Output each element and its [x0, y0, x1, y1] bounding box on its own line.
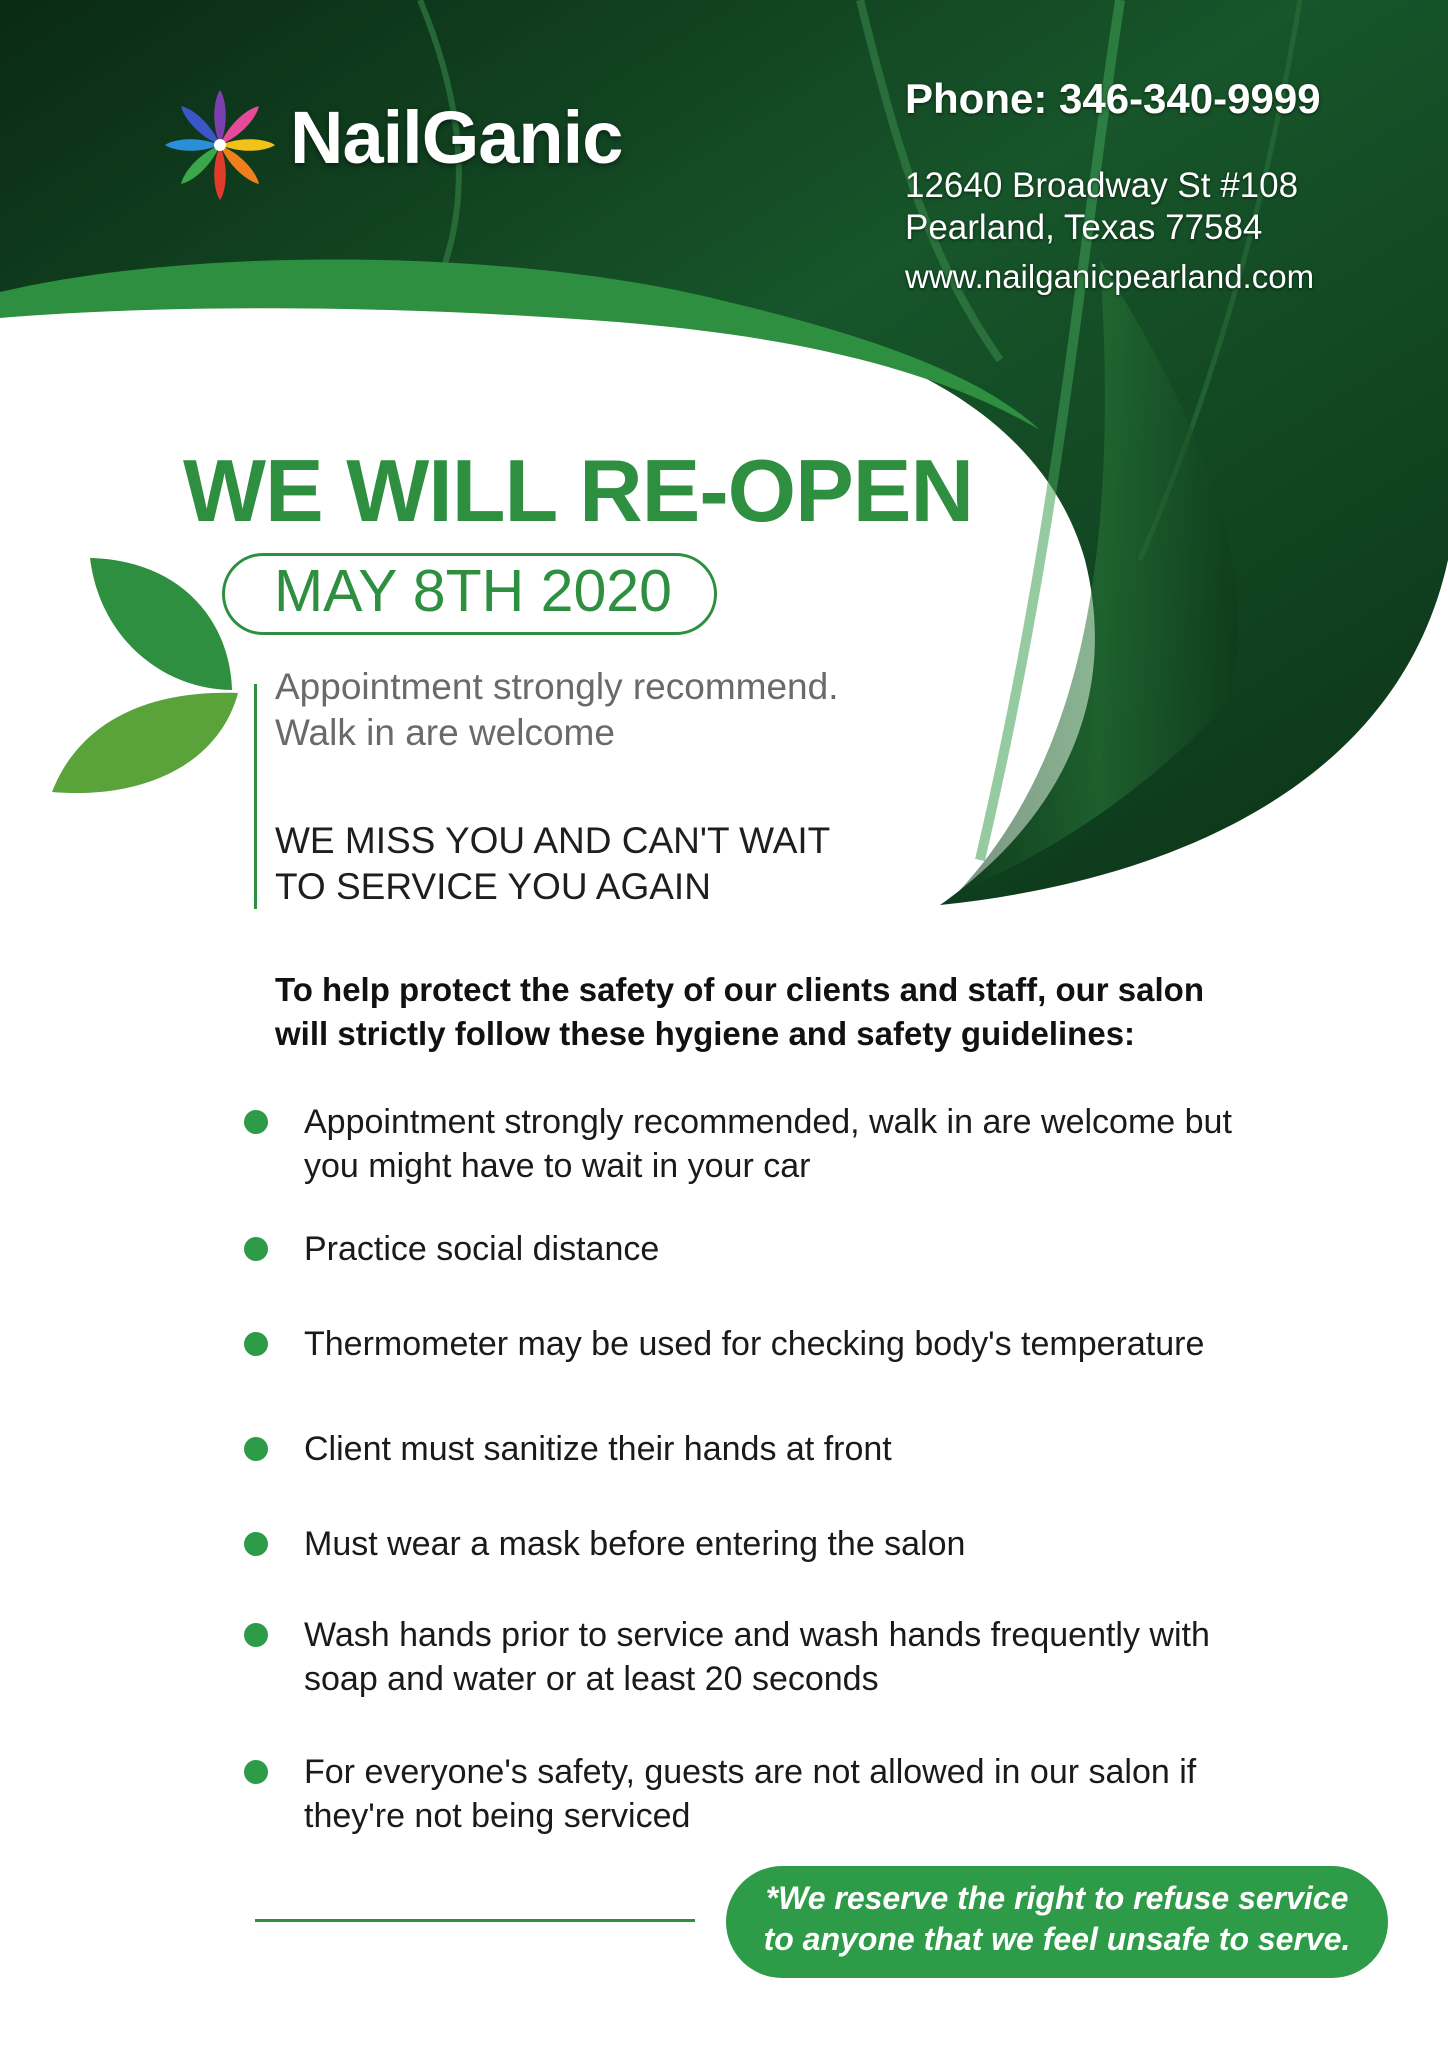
brand-name: NailGanic	[290, 96, 623, 179]
guidelines-intro	[275, 968, 1335, 1056]
guideline-line: Thermometer may be used for checking body's temperature	[304, 1325, 1205, 1363]
guideline-text	[304, 1613, 1334, 1701]
guideline-line: Must wear a mask before entering the salon	[304, 1525, 966, 1563]
footer-divider	[255, 1919, 695, 1922]
flower-logo-icon	[160, 85, 280, 205]
intro-line-1: To help protect the safety of our clients and staff, our salon	[275, 971, 1204, 1008]
miss-line-2: TO SERVICE YOU AGAIN	[275, 866, 711, 907]
guideline-line: For everyone's safety, guests are not allowed in our salon if	[304, 1753, 1197, 1791]
bullet-dot-icon	[244, 1437, 268, 1461]
appointment-note	[275, 664, 839, 756]
intro-line-2: will strictly follow these hygiene and safety guidelines:	[275, 1015, 1136, 1052]
phone-number[interactable]: Phone: 346-340-9999	[905, 75, 1321, 122]
miss-you-message	[275, 818, 830, 910]
guideline-text	[304, 1227, 1334, 1271]
miss-line-1: WE MISS YOU AND CAN'T WAIT	[275, 820, 831, 861]
bullet-dot-icon	[244, 1332, 268, 1356]
guideline-text	[304, 1427, 1334, 1471]
guideline-line: soap and water or at least 20 seconds	[304, 1660, 879, 1698]
disclaimer-text	[726, 1878, 1388, 1960]
guideline-text	[304, 1322, 1334, 1366]
divider-line	[254, 684, 257, 909]
bullet-dot-icon	[244, 1760, 268, 1784]
appointment-line-2: Walk in are welcome	[275, 712, 615, 753]
guideline-line: Wash hands prior to service and wash hands frequently with	[304, 1616, 1210, 1654]
disclaimer-line-2: to anyone that we feel unsafe to serve.	[763, 1921, 1351, 1957]
guideline-text	[304, 1100, 1334, 1188]
guideline-line: Practice social distance	[304, 1230, 660, 1268]
appointment-line-1: Appointment strongly recommend.	[275, 666, 839, 707]
decorative-leaf-lower	[52, 693, 238, 793]
guideline-text	[304, 1522, 1334, 1566]
guideline-line: Appointment strongly recommended, walk in are welcome but	[304, 1103, 1232, 1141]
website-link[interactable]: www.nailganicpearland.com	[905, 258, 1315, 295]
decorative-leaf-upper	[90, 558, 232, 690]
bullet-dot-icon	[244, 1237, 268, 1261]
guideline-text	[304, 1750, 1334, 1838]
bullet-dot-icon	[244, 1110, 268, 1134]
bullet-dot-icon	[244, 1623, 268, 1647]
guideline-line: Client must sanitize their hands at front	[304, 1430, 892, 1468]
reopen-date: MAY 8TH 2020	[274, 558, 672, 624]
address	[905, 165, 1298, 249]
bullet-dot-icon	[244, 1532, 268, 1556]
guideline-line: they're not being serviced	[304, 1797, 691, 1835]
guideline-line: you might have to wait in your car	[304, 1147, 811, 1185]
address-line-2: Pearland, Texas 77584	[905, 208, 1263, 247]
address-line-1: 12640 Broadway St #108	[905, 166, 1299, 205]
reopen-headline: WE WILL RE-OPEN	[183, 441, 974, 540]
disclaimer-line-1: *We reserve the right to refuse service	[765, 1880, 1349, 1916]
